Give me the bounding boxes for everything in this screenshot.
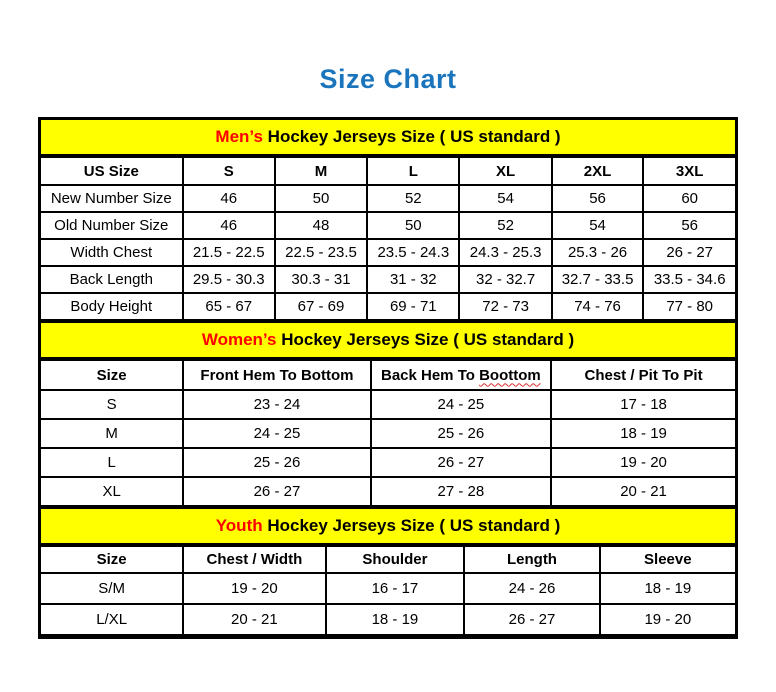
- table-cell: 52: [459, 212, 551, 239]
- column-header-m: M: [275, 157, 367, 185]
- table-cell: 50: [275, 185, 367, 212]
- column-header-l: L: [367, 157, 459, 185]
- table-cell: 24 - 26: [464, 573, 599, 604]
- table-cell: 29.5 - 30.3: [183, 266, 275, 293]
- mens-section-header: [41, 120, 735, 156]
- table-cell: 22.5 - 23.5: [275, 239, 367, 266]
- table-cell: 48: [275, 212, 367, 239]
- table-cell: 16 - 17: [326, 573, 465, 604]
- table-cell: 24.3 - 25.3: [459, 239, 551, 266]
- table-row-body-height: [41, 293, 735, 320]
- row-label: XL: [41, 477, 183, 506]
- womens-section-title: Hockey Jerseys Size ( US standard ): [276, 330, 575, 349]
- table-cell: 20 - 21: [183, 604, 325, 635]
- table-cell: 77 - 80: [643, 293, 735, 320]
- table-row-back-length: [41, 266, 735, 293]
- column-header-s: S: [183, 157, 275, 185]
- column-header-length: Length: [464, 546, 599, 573]
- table-cell: 65 - 67: [183, 293, 275, 320]
- table-cell: 23.5 - 24.3: [367, 239, 459, 266]
- table-cell: 26 - 27: [643, 239, 735, 266]
- table-cell: 74 - 76: [552, 293, 644, 320]
- column-header-shoulder: Shoulder: [326, 546, 465, 573]
- womens-section-highlight: Women’s: [201, 330, 277, 349]
- table-cell: 25 - 26: [183, 448, 370, 477]
- size-chart: [38, 117, 738, 639]
- row-label: L/XL: [41, 604, 183, 635]
- table-cell: 56: [643, 212, 735, 239]
- table-cell: 32.7 - 33.5: [552, 266, 644, 293]
- column-header-xl: XL: [459, 157, 551, 185]
- table-cell: 69 - 71: [367, 293, 459, 320]
- table-row-width-chest: [41, 239, 735, 266]
- row-label: L: [41, 448, 183, 477]
- mens-size-table: [41, 156, 735, 321]
- womens-size-table: [41, 359, 735, 507]
- youth-section-header: [41, 507, 735, 545]
- table-row-womens-xl: [41, 477, 735, 506]
- table-cell: 20 - 21: [551, 477, 735, 506]
- row-label: S/M: [41, 573, 183, 604]
- table-cell: 26 - 27: [371, 448, 551, 477]
- table-cell: 50: [367, 212, 459, 239]
- table-row-womens-l: [41, 448, 735, 477]
- table-cell: 33.5 - 34.6: [643, 266, 735, 293]
- table-cell: 54: [552, 212, 644, 239]
- mens-section-highlight: Men’s: [215, 127, 263, 146]
- table-cell: 26 - 27: [464, 604, 599, 635]
- back-hem-label-prefix: Back Hem To: [380, 366, 480, 384]
- table-cell: 19 - 20: [600, 604, 735, 635]
- row-label: Body Height: [41, 293, 183, 320]
- table-cell: 23 - 24: [183, 390, 370, 419]
- table-cell: 30.3 - 31: [275, 266, 367, 293]
- row-label: Back Length: [41, 266, 183, 293]
- row-label: New Number Size: [41, 185, 183, 212]
- column-header-2xl: 2XL: [552, 157, 644, 185]
- youth-section-title: Hockey Jerseys Size ( US standard ): [262, 516, 561, 535]
- table-cell: 19 - 20: [183, 573, 325, 604]
- table-cell: 46: [183, 212, 275, 239]
- table-row-youth-lxl: [41, 604, 735, 635]
- table-cell: 21.5 - 22.5: [183, 239, 275, 266]
- youth-section-highlight: Youth: [215, 516, 263, 535]
- page-title: Size Chart: [319, 64, 457, 94]
- table-cell: 67 - 69: [275, 293, 367, 320]
- column-header-chest-pit: Chest / Pit To Pit: [551, 360, 735, 390]
- row-label: M: [41, 419, 183, 448]
- table-row-womens-s: [41, 390, 735, 419]
- column-header-sleeve: Sleeve: [600, 546, 735, 573]
- table-row-womens-m: [41, 419, 735, 448]
- column-header-chest-width: Chest / Width: [183, 546, 325, 573]
- column-header-us-size: US Size: [41, 157, 183, 185]
- table-cell: 27 - 28: [371, 477, 551, 506]
- table-cell: 72 - 73: [459, 293, 551, 320]
- table-cell: 56: [552, 185, 644, 212]
- column-header-3xl: 3XL: [643, 157, 735, 185]
- table-cell: 18 - 19: [600, 573, 735, 604]
- column-header-size: Size: [41, 360, 183, 390]
- column-header-back-hem: [371, 360, 551, 390]
- table-cell: 17 - 18: [551, 390, 735, 419]
- table-cell: 19 - 20: [551, 448, 735, 477]
- table-cell: 18 - 19: [551, 419, 735, 448]
- table-cell: 24 - 25: [183, 419, 370, 448]
- mens-header-row: [41, 157, 735, 185]
- womens-section-header: [41, 321, 735, 359]
- youth-size-table: [41, 545, 735, 636]
- table-cell: 32 - 32.7: [459, 266, 551, 293]
- back-hem-label-misspelled: Boottom: [479, 366, 541, 384]
- table-row-new-number-size: [41, 185, 735, 212]
- table-cell: 52: [367, 185, 459, 212]
- womens-header-row: [41, 360, 735, 390]
- table-cell: 31 - 32: [367, 266, 459, 293]
- table-cell: 24 - 25: [371, 390, 551, 419]
- column-header-size: Size: [41, 546, 183, 573]
- row-label: Old Number Size: [41, 212, 183, 239]
- table-cell: 26 - 27: [183, 477, 370, 506]
- column-header-front-hem: Front Hem To Bottom: [183, 360, 370, 390]
- table-cell: 25 - 26: [371, 419, 551, 448]
- table-row-old-number-size: [41, 212, 735, 239]
- table-cell: 54: [459, 185, 551, 212]
- mens-section-title: Hockey Jerseys Size ( US standard ): [262, 127, 561, 146]
- row-label: S: [41, 390, 183, 419]
- table-cell: 60: [643, 185, 735, 212]
- youth-header-row: [41, 546, 735, 573]
- row-label: Width Chest: [41, 239, 183, 266]
- table-row-youth-sm: [41, 573, 735, 604]
- table-cell: 46: [183, 185, 275, 212]
- table-cell: 18 - 19: [326, 604, 465, 635]
- table-cell: 25.3 - 26: [552, 239, 644, 266]
